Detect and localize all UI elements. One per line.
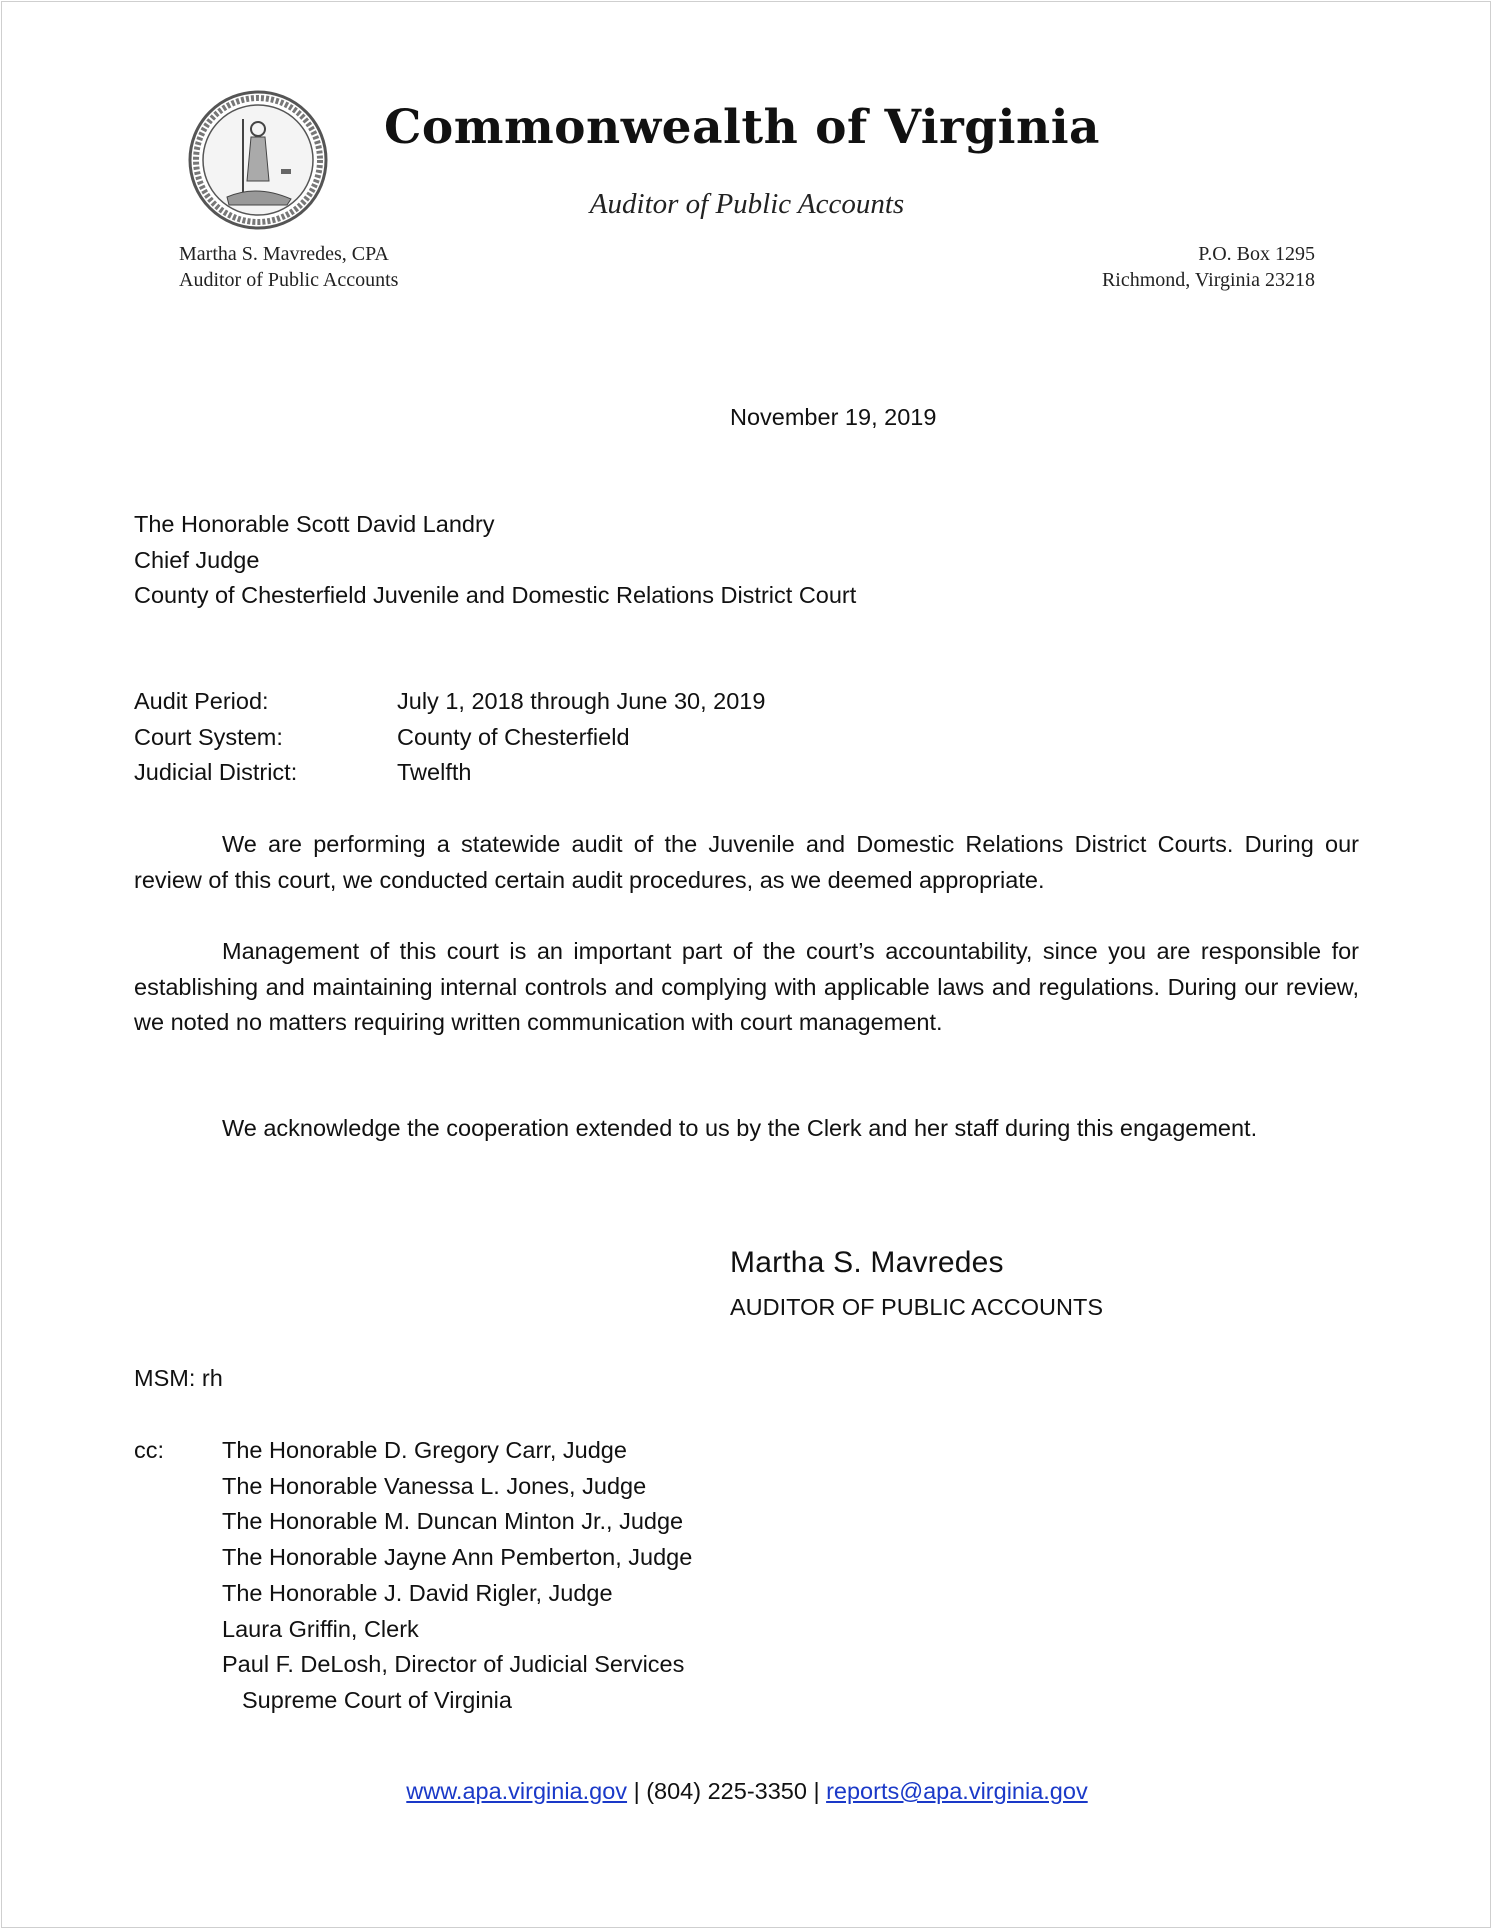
cc-recipient: Paul F. DeLosh, Director of Judicial Services [222, 1651, 685, 1678]
footer-separator: | [633, 1778, 640, 1804]
cc-recipient: The Honorable Jayne Ann Pemberton, Judge [222, 1544, 693, 1571]
judicial-district-label: Judicial District: [134, 759, 298, 786]
judicial-district-row [134, 755, 765, 791]
cc-block [134, 1433, 1034, 1719]
website-link[interactable]: www.apa.virginia.gov [406, 1778, 628, 1804]
city-state-zip: Richmond, Virginia 23218 [1101, 269, 1315, 291]
cc-recipient: The Honorable Vanessa L. Jones, Judge [222, 1472, 647, 1499]
cc-recipient: The Honorable J. David Rigler, Judge [222, 1579, 613, 1606]
audit-period-row [134, 684, 765, 720]
cc-recipient-continuation: Supreme Court of Virginia [242, 1686, 512, 1713]
court-system-value: County of Chesterfield [397, 723, 630, 750]
court-system-label: Court System: [134, 723, 283, 750]
email-link[interactable]: reports@apa.virginia.gov [826, 1778, 1088, 1804]
addressee-block [134, 507, 856, 614]
addressee-court: County of Chesterfield Juvenile and Domestic Relations District Court [134, 582, 857, 609]
audit-info [134, 684, 765, 791]
cc-recipient: The Honorable D. Gregory Carr, Judge [222, 1437, 627, 1463]
addressee-title: Chief Judge [134, 546, 260, 573]
signature: Martha S. Mavredes [730, 1246, 1004, 1279]
audit-period-value: July 1, 2018 through June 30, 2019 [397, 688, 766, 714]
cc-label: cc: [134, 1437, 165, 1463]
paragraph-1: We are performing a statewide audit of the Juvenile and Domestic Relations District Courts. During our review of this court, we conducted certain audit procedures, as we deemed appropriate. [134, 831, 1359, 893]
phone-number: (804) 225-3350 [646, 1778, 807, 1804]
court-system-row [134, 720, 765, 756]
initials: MSM: rh [134, 1365, 223, 1391]
letterhead-left-block [179, 241, 398, 293]
footer [0, 1778, 1494, 1805]
letter-date: November 19, 2019 [730, 404, 937, 430]
footer-separator: | [813, 1778, 820, 1804]
cc-recipient: Laura Griffin, Clerk [222, 1615, 419, 1642]
po-box: P.O. Box 1295 [1198, 243, 1315, 265]
audit-period-label: Audit Period: [134, 688, 269, 714]
cc-list [222, 1433, 1034, 1719]
letterhead-right-block [1102, 241, 1315, 293]
letterhead-subtitle: Auditor of Public Accounts [589, 188, 905, 220]
addressee-name: The Honorable Scott David Landry [134, 511, 495, 537]
judicial-district-value: Twelfth [397, 759, 472, 786]
paragraph-2: Management of this court is an important part of the court’s accountability, since you are responsible for establishing and maintaining internal controls and complying with applicable laws and regulations. During our review, we noted no matters requiring written communication with court management. [134, 938, 1359, 1036]
signature-title: AUDITOR OF PUBLIC ACCOUNTS [730, 1294, 1104, 1320]
letterhead-title [0, 100, 1494, 155]
letterhead-title-text: Commonwealth of Virginia [383, 100, 1101, 155]
auditor-title: Auditor of Public Accounts [179, 269, 399, 291]
paragraph-3: We acknowledge the cooperation extended to us by the Clerk and her staff during this engagement. [222, 1115, 1258, 1141]
auditor-name: Martha S. Mavredes, CPA [179, 243, 389, 265]
cc-recipient: The Honorable M. Duncan Minton Jr., Judge [222, 1508, 684, 1535]
